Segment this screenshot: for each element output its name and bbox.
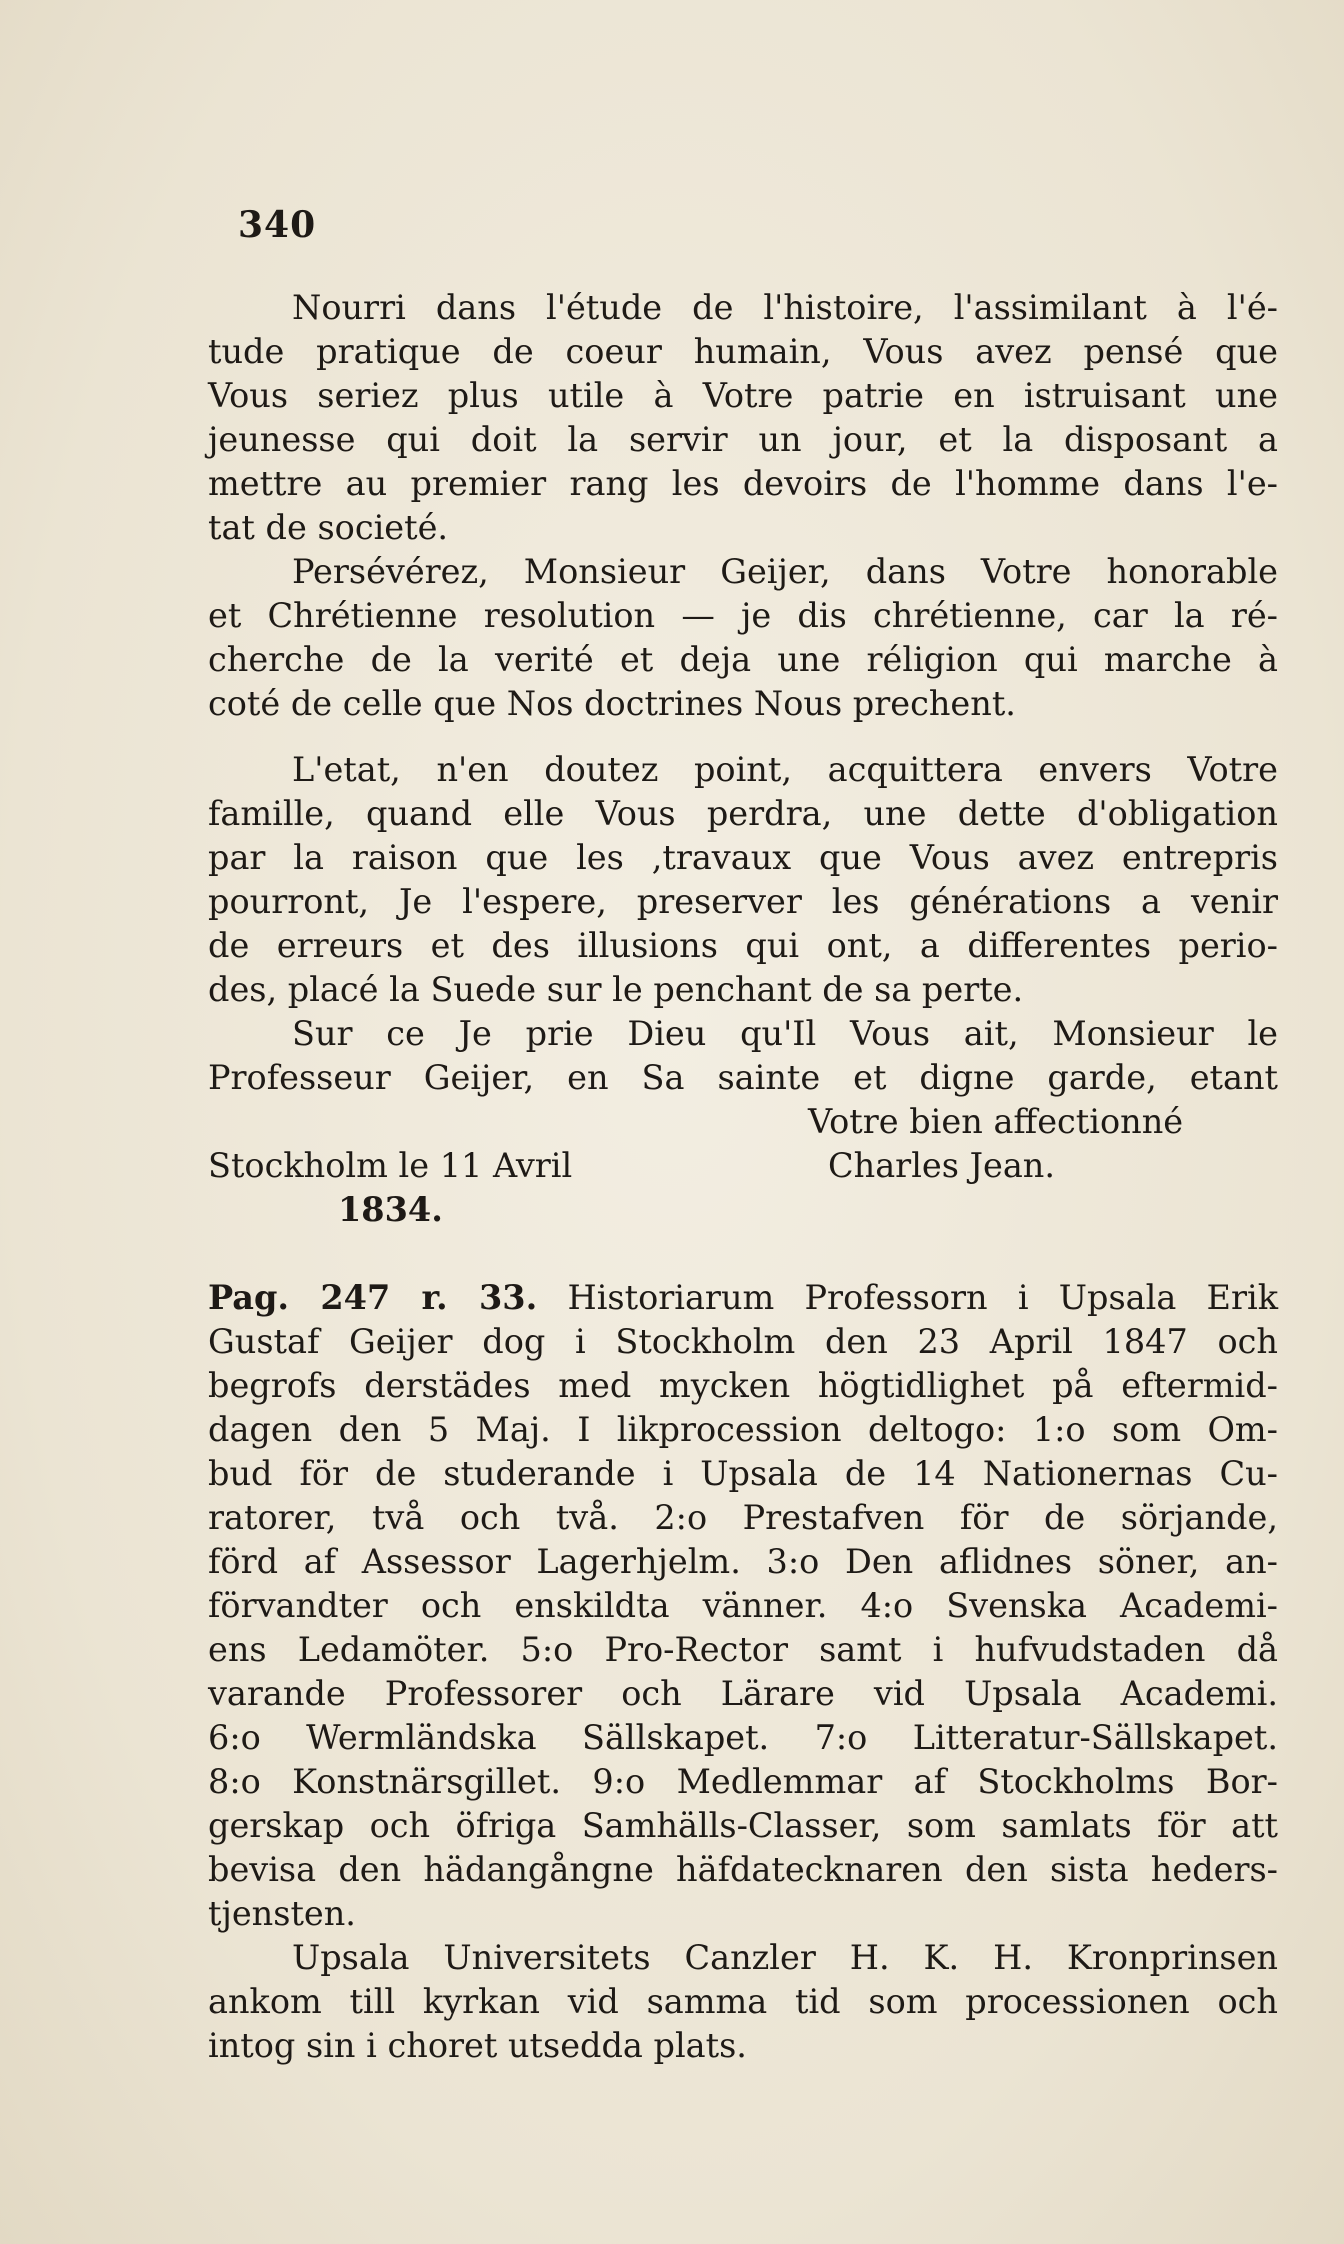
text-line: jeunesse qui doit la servir un jour, et la disposant a <box>208 420 1278 459</box>
text-line: ratorer, två och två. 2:o Prestafven för de sörjande, <box>208 1498 1278 1537</box>
text-line: coté de celle que Nos doctrines Nous prechent. <box>208 684 1016 723</box>
text-line: Persévérez, Monsieur Geijer, dans Votre honorable <box>292 552 1278 591</box>
text-line: förvandter och enskildta vänner. 4:o Svenska Academi- <box>208 1586 1278 1625</box>
text-line <box>208 1276 1278 1320</box>
text-line: ens Ledamöter. 5:o Pro-Rector samt i hufvudstaden då <box>208 1630 1278 1669</box>
text-line: bud för de studerande i Upsala de 14 Nationernas Cu- <box>208 1454 1278 1493</box>
letter-paragraph-1 <box>208 286 1278 550</box>
paragraph-gap <box>208 726 1278 748</box>
text-line: pourront, Je l'espere, preserver les générations a venir <box>208 882 1278 921</box>
text-line: par la raison que les ,travaux que Vous avez entrepris <box>208 838 1278 877</box>
page-number: 340 <box>238 204 317 246</box>
text-line: famille, quand elle Vous perdra, une dette d'obligation <box>208 794 1278 833</box>
text-line: tude pratique de coeur humain, Vous avez pensé que <box>208 332 1278 371</box>
text-line: des, placé la Suede sur le penchant de sa perte. <box>208 970 1024 1009</box>
page-text <box>208 286 1278 2068</box>
text-line: de erreurs et des illusions qui ont, a differentes perio- <box>208 926 1278 965</box>
letter-paragraph-4 <box>208 1012 1278 1100</box>
closing-year: 1834. <box>338 1190 443 1229</box>
closing-place-date: Stockholm le 11 Avril <box>208 1146 573 1185</box>
letter-paragraph-2 <box>208 550 1278 726</box>
text-line: gerskap och öfriga Samhälls-Classer, som samlats för att <box>208 1806 1278 1845</box>
text-line: bevisa den hädangångne häfdatecknaren den sista heders- <box>208 1850 1278 1889</box>
text-line: mettre au premier rang les devoirs de l'homme dans l'e- <box>208 464 1278 503</box>
text-line: cherche de la verité et deja une réligion qui marche à <box>208 640 1278 679</box>
text-line: Sur ce Je prie Dieu qu'Il Vous ait, Monsieur le <box>292 1014 1278 1053</box>
letter-closing <box>208 1100 1278 1276</box>
text-line: tat de societé. <box>208 508 449 547</box>
text-line: Gustaf Geijer dog i Stockholm den 23 April 1847 och <box>208 1322 1278 1361</box>
text-line: tjensten. <box>208 1894 356 1933</box>
letter-paragraph-3 <box>208 748 1278 1012</box>
text-line: et Chrétienne resolution — je dis chrétienne, car la ré- <box>208 596 1278 635</box>
text-line: intog sin i choret utsedda plats. <box>208 2026 747 2065</box>
text-line: begrofs derstädes med mycken högtidlighet på eftermid- <box>208 1366 1278 1405</box>
text-line: förd af Assessor Lagerhjelm. 3:o Den aflidnes söner, an- <box>208 1542 1278 1581</box>
text-line: Vous seriez plus utile à Votre patrie en istruisant une <box>208 376 1278 415</box>
note-line-0: Historiarum Professorn i Upsala Erik <box>567 1278 1278 1317</box>
text-line: Professeur Geijer, en Sa sainte et digne garde, etant <box>208 1058 1278 1097</box>
closing-salutation: Votre bien affectionné <box>808 1102 1184 1141</box>
text-line: ankom till kyrkan vid samma tid som processionen och <box>208 1982 1278 2021</box>
note-paragraph-1 <box>208 1276 1278 1936</box>
text-line: L'etat, n'en doutez point, acquittera envers Votre <box>292 750 1278 789</box>
text-line: varande Professorer och Lärare vid Upsala Academi. <box>208 1674 1278 1713</box>
note-reference: Pag. 247 r. 33. <box>208 1278 538 1317</box>
text-line: 8:o Konstnärsgillet. 9:o Medlemmar af Stockholms Bor- <box>208 1762 1278 1801</box>
closing-signature: Charles Jean. <box>828 1146 1056 1185</box>
text-line: 6:o Wermländska Sällskapet. 7:o Litteratur-Sällskapet. <box>208 1718 1278 1757</box>
text-line: Nourri dans l'étude de l'histoire, l'assimilant à l'é- <box>292 288 1278 327</box>
note-paragraph-2 <box>208 1936 1278 2068</box>
text-line: Upsala Universitets Canzler H. K. H. Kronprinsen <box>292 1938 1278 1977</box>
text-line: dagen den 5 Maj. I likprocession deltogo: 1:o som Om- <box>208 1410 1278 1449</box>
